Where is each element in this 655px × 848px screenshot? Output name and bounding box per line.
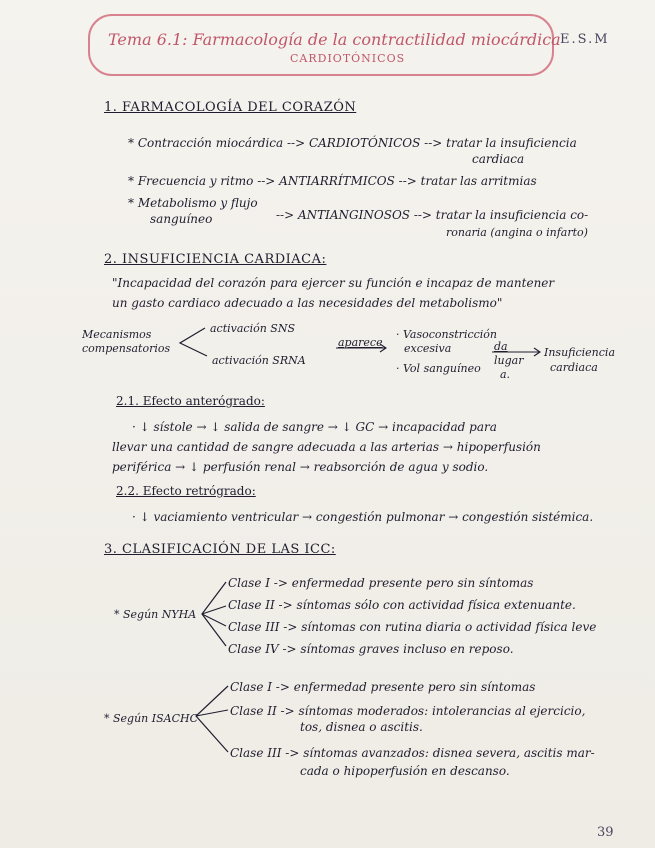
isachc-class-1: Clase I -> enfermedad presente pero sin síntomas xyxy=(230,680,536,694)
nyha-class-1: Clase I -> enfermedad presente pero sin síntomas xyxy=(228,576,534,590)
s21-line1: · ↓ sístole → ↓ salida de sangre → ↓ GC → incapacidad para xyxy=(132,420,497,434)
volumen-label: · Vol sanguíneo xyxy=(396,362,481,375)
nyha-label: * Según NYHA xyxy=(114,608,197,621)
vasoconstriccion-label: · Vasoconstricción xyxy=(396,328,498,341)
page-number: 39 xyxy=(597,825,614,840)
author-initials: E.S.M xyxy=(560,32,610,47)
nyha-class-3: Clase III -> síntomas con rutina diaria o actividad física leve xyxy=(228,620,597,634)
sns-activation: activación SNS xyxy=(210,322,296,335)
isachc-label: * Según ISACHC xyxy=(104,712,198,725)
da-lugar-3: a. xyxy=(500,368,511,381)
isachc-class-2-cont: tos, disnea o ascitis. xyxy=(300,720,423,734)
s1-bullet-contraccion-cont: cardiaca xyxy=(472,152,525,166)
section1-heading: 1. FARMACOLOGÍA DEL CORAZÓN xyxy=(104,100,357,115)
isachc-class-3-cont: cada o hipoperfusión en descanso. xyxy=(300,764,510,778)
isachc-brace-inner xyxy=(196,710,228,716)
mechanisms-label-1: Mecanismos xyxy=(82,328,152,341)
ic-result-2: cardiaca xyxy=(550,361,598,374)
srna-activation: activación SRNA xyxy=(212,354,306,367)
isachc-brace xyxy=(196,686,228,752)
vasoconstriccion-label-2: excesiva xyxy=(404,342,452,355)
s21-heading: 2.1. Efecto anterógrado: xyxy=(116,394,265,408)
s21-line2: llevar una cantidad de sangre adecuada a las arterias → hipoperfusión xyxy=(112,440,541,454)
page-title: Tema 6.1: Farmacología de la contractilidad miocárdica xyxy=(108,30,561,49)
section3-heading: 3. CLASIFICACIÓN DE LAS ICC: xyxy=(104,542,336,557)
s2-definition-line2: un gasto cardiaco adecuado a las necesidades del metabolismo" xyxy=(112,296,503,310)
ic-result-1: Insuficiencia xyxy=(544,346,616,359)
section2-heading: 2. INSUFICIENCIA CARDIACA: xyxy=(104,252,327,267)
s1-bullet-frecuencia: * Frecuencia y ritmo --> ANTIARRÍTMICOS --> tratar las arritmias xyxy=(128,174,537,188)
nyha-brace-inner xyxy=(202,606,226,626)
isachc-class-2: Clase II -> síntomas moderados: intolerancias al ejercicio, xyxy=(230,704,586,718)
s21-line3: periférica → ↓ perfusión renal → reabsorción de agua y sodio. xyxy=(112,460,489,474)
s22-line1: · ↓ vaciamiento ventricular → congestión pulmonar → congestión sistémica. xyxy=(132,510,594,524)
s1-bullet-metabolismo: * Metabolismo y flujo xyxy=(128,196,258,210)
nyha-class-4: Clase IV -> síntomas graves incluso en reposo. xyxy=(228,642,514,656)
s1-bullet-antianginosos-cont: ronaria (angina o infarto) xyxy=(446,226,588,239)
aparece-label: aparece xyxy=(338,336,383,349)
nyha-brace xyxy=(202,582,226,646)
mechanisms-brace xyxy=(180,328,207,356)
page-subtitle: CARDIOTÓNICOS xyxy=(290,52,406,65)
s1-bullet-antianginosos: --> ANTIANGINOSOS --> tratar la insuficiencia co- xyxy=(276,208,589,222)
da-lugar-2: lugar xyxy=(494,354,524,367)
s1-bullet-metabolismo-b: sanguíneo xyxy=(150,212,213,226)
da-lugar-1: da xyxy=(494,340,508,353)
s1-bullet-contraccion: * Contracción miocárdica --> CARDIOTÓNICOS --> tratar la insuficiencia xyxy=(128,136,577,150)
nyha-class-2: Clase II -> síntomas sólo con actividad física extenuante. xyxy=(228,598,576,612)
mechanisms-label-2: compensatorios xyxy=(82,342,171,355)
isachc-class-3: Clase III -> síntomas avanzados: disnea severa, ascitis mar- xyxy=(230,746,595,760)
s2-definition-line1: "Incapacidad del corazón para ejercer su función e incapaz de mantener xyxy=(112,276,555,290)
s22-heading: 2.2. Efecto retrógrado: xyxy=(116,484,256,498)
